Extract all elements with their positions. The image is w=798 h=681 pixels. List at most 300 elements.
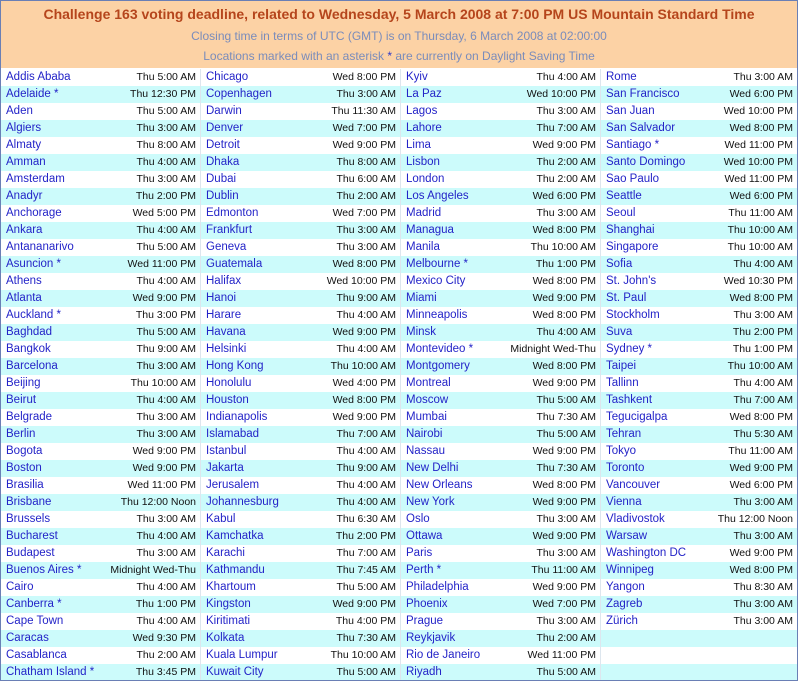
local-time: Thu 4:00 AM (336, 309, 396, 321)
city-link[interactable]: Perth * (406, 564, 442, 576)
local-time: Thu 3:00 AM (136, 411, 196, 423)
local-time: Wed 10:00 PM (723, 105, 793, 117)
city-row (401, 205, 600, 222)
city-row (1, 205, 200, 222)
local-time: Thu 5:00 AM (336, 581, 396, 593)
city-column (401, 69, 600, 681)
city-link[interactable]: Algiers (6, 122, 42, 134)
city-link[interactable]: Vienna (606, 496, 642, 508)
city-link[interactable]: Paris (406, 547, 433, 559)
local-time: Thu 4:00 PM (335, 615, 396, 627)
local-time: Wed 9:00 PM (132, 445, 196, 457)
local-time: Thu 7:30 AM (336, 632, 396, 644)
local-time: Thu 9:00 AM (136, 343, 196, 355)
city-link[interactable]: Moscow (406, 394, 449, 406)
city-link[interactable]: Santo Domingo (606, 156, 686, 168)
city-link[interactable]: Washington DC (606, 547, 687, 559)
city-link[interactable]: Miami (406, 292, 437, 304)
city-link[interactable]: Detroit (206, 139, 240, 151)
city-row (201, 154, 400, 171)
local-time: Thu 4:00 AM (136, 615, 196, 627)
local-time: Thu 7:00 AM (336, 428, 396, 440)
city-link[interactable]: Baghdad (6, 326, 53, 338)
city-link[interactable]: Brussels (6, 513, 51, 525)
local-time: Thu 3:00 AM (336, 241, 396, 253)
city-link[interactable]: Mexico City (406, 275, 466, 287)
city-row (601, 392, 797, 409)
local-time: Wed 10:00 PM (326, 275, 396, 287)
city-row (1, 375, 200, 392)
city-link[interactable]: Havana (206, 326, 246, 338)
city-link[interactable]: Anchorage (6, 207, 62, 219)
city-link[interactable]: Denver (206, 122, 244, 134)
city-link[interactable]: Stockholm (606, 309, 660, 321)
city-link[interactable]: St. John's (606, 275, 657, 287)
local-time: Thu 4:00 AM (136, 394, 196, 406)
city-row (401, 528, 600, 545)
city-link[interactable]: Karachi (206, 547, 245, 559)
city-link[interactable]: Almaty (6, 139, 42, 151)
city-link[interactable]: Brisbane (6, 496, 52, 508)
local-time: Wed 8:00 PM (332, 71, 396, 83)
city-row (201, 494, 400, 511)
city-link[interactable]: Cape Town (6, 615, 64, 627)
local-time: Thu 3:00 AM (733, 309, 793, 321)
city-link[interactable]: Beirut (6, 394, 37, 406)
city-link[interactable]: Hanoi (206, 292, 237, 304)
city-link[interactable]: Minsk (406, 326, 437, 338)
city-link[interactable]: Sao Paulo (606, 173, 660, 185)
city-link[interactable]: Boston (6, 462, 42, 474)
city-link[interactable]: Brasilia (6, 479, 44, 491)
local-time: Wed 9:00 PM (332, 139, 396, 151)
local-time: Thu 3:00 AM (136, 547, 196, 559)
local-time: Wed 9:00 PM (532, 377, 596, 389)
city-row (1, 188, 200, 205)
city-row (1, 290, 200, 307)
city-link[interactable]: Shanghai (606, 224, 655, 236)
city-link[interactable]: Manila (406, 241, 440, 253)
local-time: Thu 4:00 AM (336, 445, 396, 457)
local-time: Wed 11:00 PM (724, 139, 793, 151)
local-time: Wed 9:00 PM (332, 598, 396, 610)
local-time: Thu 12:00 Noon (717, 513, 793, 525)
city-link[interactable]: Houston (206, 394, 249, 406)
local-time: Wed 9:00 PM (729, 462, 793, 474)
city-row (1, 460, 200, 477)
city-row (401, 273, 600, 290)
city-link[interactable]: Kingston (206, 598, 251, 610)
city-link[interactable]: Montevideo * (406, 343, 474, 355)
local-time: Thu 3:00 AM (536, 105, 596, 117)
local-time: Wed 10:30 PM (723, 275, 793, 287)
city-row (401, 426, 600, 443)
local-time: Thu 8:00 AM (136, 139, 196, 151)
city-row (401, 392, 600, 409)
city-link[interactable]: London (406, 173, 445, 185)
local-time: Wed 8:00 PM (332, 394, 396, 406)
local-time: Wed 8:00 PM (729, 122, 793, 134)
column-divider (200, 69, 201, 680)
city-link[interactable]: Asuncion * (6, 258, 61, 270)
city-link[interactable]: Frankfurt (206, 224, 253, 236)
city-link[interactable]: Vancouver (606, 479, 661, 491)
city-row (201, 307, 400, 324)
city-link[interactable]: Lima (406, 139, 431, 151)
city-row (1, 409, 200, 426)
city-link[interactable]: Rome (606, 71, 637, 83)
city-row (1, 341, 200, 358)
city-link[interactable]: New Orleans (406, 479, 473, 491)
city-link[interactable]: Canberra * (6, 598, 62, 610)
local-time: Wed 8:00 PM (729, 411, 793, 423)
city-link[interactable]: Minneapolis (406, 309, 468, 321)
city-link[interactable]: Dhaka (206, 156, 240, 168)
city-row (1, 630, 200, 647)
city-link[interactable]: Adelaide * (6, 88, 59, 100)
local-time: Thu 5:00 AM (536, 428, 596, 440)
city-link[interactable]: Zürich (606, 615, 638, 627)
city-row (1, 239, 200, 256)
asterisk-marker: * (387, 49, 392, 63)
city-link[interactable]: Amsterdam (6, 173, 65, 185)
city-link[interactable]: Bogota (6, 445, 43, 457)
city-row (1, 392, 200, 409)
local-time: Thu 8:00 AM (336, 156, 396, 168)
city-row (201, 256, 400, 273)
city-link[interactable]: Warsaw (606, 530, 648, 542)
city-link[interactable]: Nassau (406, 445, 445, 457)
city-link[interactable]: Sydney * (606, 343, 653, 355)
city-link[interactable]: Prague (406, 615, 444, 627)
city-link[interactable]: Phoenix (406, 598, 448, 610)
local-time: Thu 9:00 AM (336, 292, 396, 304)
city-row (201, 579, 400, 596)
city-row (201, 205, 400, 222)
city-link[interactable]: San Salvador (606, 122, 676, 134)
city-link[interactable]: Indianapolis (206, 411, 268, 423)
local-time: Thu 3:00 AM (136, 173, 196, 185)
city-link[interactable]: Antananarivo (6, 241, 74, 253)
city-link[interactable]: Los Angeles (406, 190, 469, 202)
city-row (601, 256, 797, 273)
local-time: Thu 11:00 AM (531, 564, 596, 576)
city-row (601, 528, 797, 545)
city-row (401, 103, 600, 120)
city-link[interactable]: St. Paul (606, 292, 647, 304)
local-time: Thu 3:00 AM (136, 122, 196, 134)
city-row (1, 494, 200, 511)
city-row (201, 358, 400, 375)
local-time: Thu 2:00 PM (732, 326, 793, 338)
local-time: Wed 11:00 PM (527, 649, 596, 661)
city-row (601, 477, 797, 494)
city-column (1, 69, 200, 681)
local-time: Thu 5:00 AM (136, 241, 196, 253)
local-time: Thu 8:30 AM (733, 581, 793, 593)
city-row (1, 443, 200, 460)
city-row (201, 613, 400, 630)
local-time: Thu 3:00 AM (136, 360, 196, 372)
city-link[interactable]: Lisbon (406, 156, 440, 168)
city-link[interactable]: Addis Ababa (6, 71, 71, 83)
city-link[interactable]: Tallinn (606, 377, 639, 389)
city-row (1, 426, 200, 443)
local-time: Wed 9:00 PM (132, 292, 196, 304)
city-row (1, 511, 200, 528)
city-link[interactable]: Madrid (406, 207, 442, 219)
city-link[interactable]: Darwin (206, 105, 242, 117)
city-link[interactable]: Athens (6, 275, 42, 287)
city-row (401, 324, 600, 341)
city-row (201, 511, 400, 528)
city-link[interactable]: Khartoum (206, 581, 256, 593)
local-time: Midnight Wed-Thu (510, 343, 596, 355)
city-row (601, 137, 797, 154)
city-row (401, 613, 600, 630)
city-link[interactable]: Istanbul (206, 445, 247, 457)
city-row (601, 273, 797, 290)
city-link[interactable]: Sofia (606, 258, 633, 270)
city-row (1, 137, 200, 154)
city-link[interactable]: Kiritimati (206, 615, 251, 627)
local-time: Wed 6:00 PM (729, 88, 793, 100)
city-row (1, 545, 200, 562)
utc-closing-time: Closing time in terms of UTC (GMT) is on Thursday, 6 March 2008 at 02:00:00 (191, 29, 607, 43)
city-link[interactable]: Anadyr (6, 190, 43, 202)
city-link[interactable]: Kuwait City (206, 666, 264, 678)
city-link[interactable]: Dublin (206, 190, 239, 202)
city-link[interactable]: Jerusalem (206, 479, 260, 491)
city-row (601, 222, 797, 239)
city-link[interactable]: Jakarta (206, 462, 244, 474)
city-row (401, 511, 600, 528)
city-link[interactable]: Kabul (206, 513, 236, 525)
city-link[interactable]: Buenos Aires * (6, 564, 82, 576)
local-time: Wed 8:00 PM (532, 479, 596, 491)
city-row (201, 120, 400, 137)
local-time: Wed 10:00 PM (723, 156, 793, 168)
city-row (601, 171, 797, 188)
local-time: Thu 2:00 AM (536, 632, 596, 644)
city-link[interactable]: Ankara (6, 224, 43, 236)
city-row (401, 647, 600, 664)
city-row (401, 239, 600, 256)
city-row (1, 103, 200, 120)
city-link[interactable]: Melbourne * (406, 258, 469, 270)
city-row (401, 120, 600, 137)
city-time-grid (1, 69, 797, 680)
city-link[interactable]: Suva (606, 326, 633, 338)
city-row (601, 375, 797, 392)
local-time: Thu 10:00 AM (330, 360, 396, 372)
city-link[interactable]: San Juan (606, 105, 655, 117)
city-link[interactable]: Toronto (606, 462, 645, 474)
city-link[interactable]: Beijing (6, 377, 41, 389)
city-link[interactable]: Ottawa (406, 530, 443, 542)
city-link[interactable]: New York (406, 496, 455, 508)
city-row (1, 579, 200, 596)
city-row (601, 69, 797, 86)
local-time: Thu 4:00 AM (733, 258, 793, 270)
city-link[interactable]: Lagos (406, 105, 438, 117)
city-link[interactable]: Copenhagen (206, 88, 272, 100)
local-time: Wed 10:00 PM (526, 88, 596, 100)
city-link[interactable]: Tashkent (606, 394, 653, 406)
city-link[interactable]: Lahore (406, 122, 442, 134)
city-link[interactable]: Islamabad (206, 428, 260, 440)
local-time: Wed 8:00 PM (332, 258, 396, 270)
local-time: Thu 12:00 Noon (120, 496, 196, 508)
city-link[interactable]: Dubai (206, 173, 237, 185)
city-link[interactable]: La Paz (406, 88, 442, 100)
city-row (201, 86, 400, 103)
city-link[interactable]: Halifax (206, 275, 242, 287)
city-link[interactable]: Santiago * (606, 139, 660, 151)
city-link[interactable]: Tokyo (606, 445, 637, 457)
city-link[interactable]: Mumbai (406, 411, 447, 423)
local-time: Thu 7:30 AM (536, 462, 596, 474)
city-row (401, 256, 600, 273)
city-link[interactable]: Aden (6, 105, 33, 117)
local-time: Wed 6:00 PM (532, 190, 596, 202)
city-row (201, 324, 400, 341)
city-row (401, 188, 600, 205)
local-time: Thu 7:00 AM (536, 122, 596, 134)
city-row (201, 69, 400, 86)
city-link[interactable]: Kolkata (206, 632, 245, 644)
local-time: Thu 2:00 PM (335, 530, 396, 542)
city-link[interactable]: Tegucigalpa (606, 411, 668, 423)
local-time: Thu 4:00 AM (136, 224, 196, 236)
city-link[interactable]: Chatham Island * (6, 666, 95, 678)
city-link[interactable]: Philadelphia (406, 581, 469, 593)
city-link[interactable]: Kamchatka (206, 530, 264, 542)
city-link[interactable]: Auckland * (6, 309, 61, 321)
city-row (1, 324, 200, 341)
city-link[interactable]: Honolulu (206, 377, 252, 389)
local-time: Thu 6:00 AM (336, 173, 396, 185)
city-link[interactable]: Caracas (6, 632, 49, 644)
city-link[interactable]: Cairo (6, 581, 34, 593)
city-link[interactable]: Hong Kong (206, 360, 264, 372)
city-row (401, 409, 600, 426)
city-link[interactable]: Taipei (606, 360, 637, 372)
city-link[interactable]: Atlanta (6, 292, 42, 304)
city-link[interactable]: Berlin (6, 428, 36, 440)
city-link[interactable]: New Delhi (406, 462, 459, 474)
city-link[interactable]: Helsinki (206, 343, 247, 355)
city-link[interactable]: Edmonton (206, 207, 259, 219)
city-row (1, 69, 200, 86)
local-time: Thu 10:00 AM (727, 224, 793, 236)
city-link[interactable]: Amman (6, 156, 46, 168)
city-link[interactable]: Rio de Janeiro (406, 649, 481, 661)
city-row (201, 443, 400, 460)
city-link[interactable]: Kuala Lumpur (206, 649, 278, 661)
local-time: Thu 5:00 AM (136, 326, 196, 338)
local-time: Thu 4:00 AM (733, 377, 793, 389)
city-row (201, 290, 400, 307)
city-link[interactable]: San Francisco (606, 88, 680, 100)
local-time: Wed 7:00 PM (332, 122, 396, 134)
local-time: Thu 2:00 PM (135, 190, 196, 202)
city-row (601, 358, 797, 375)
city-link[interactable]: Harare (206, 309, 242, 321)
city-link[interactable]: Singapore (606, 241, 659, 253)
city-link[interactable]: Seattle (606, 190, 642, 202)
city-link[interactable]: Montgomery (406, 360, 470, 372)
city-row (201, 426, 400, 443)
city-row (1, 596, 200, 613)
city-row (1, 664, 200, 681)
city-row (601, 103, 797, 120)
city-link[interactable]: Vladivostok (606, 513, 665, 525)
local-time: Wed 9:00 PM (532, 139, 596, 151)
local-time: Thu 3:00 AM (733, 71, 793, 83)
local-time: Wed 11:00 PM (127, 479, 196, 491)
city-link[interactable]: Yangon (606, 581, 645, 593)
header-banner (1, 1, 797, 68)
city-link[interactable]: Bangkok (6, 343, 51, 355)
city-link[interactable]: Budapest (6, 547, 55, 559)
city-row (401, 154, 600, 171)
local-time: Thu 4:00 AM (136, 156, 196, 168)
local-time: Wed 9:00 PM (532, 292, 596, 304)
local-time: Thu 1:00 PM (135, 598, 196, 610)
city-row (401, 341, 600, 358)
local-time: Thu 3:00 AM (733, 615, 793, 627)
city-link[interactable]: Seoul (606, 207, 636, 219)
city-row (1, 154, 200, 171)
city-link[interactable]: Winnipeg (606, 564, 654, 576)
city-link[interactable]: Tehran (606, 428, 642, 440)
city-link[interactable]: Johannesburg (206, 496, 279, 508)
city-link[interactable]: Montreal (406, 377, 451, 389)
city-row (601, 647, 797, 664)
local-time: Wed 9:00 PM (532, 530, 596, 542)
city-link[interactable]: Riyadh (406, 666, 442, 678)
column-divider (600, 69, 601, 680)
city-link[interactable]: Bucharest (6, 530, 58, 542)
local-time: Thu 3:00 AM (136, 428, 196, 440)
city-link[interactable]: Reykjavik (406, 632, 456, 644)
local-time: Thu 3:00 AM (536, 207, 596, 219)
city-row (201, 375, 400, 392)
city-row (601, 188, 797, 205)
city-link[interactable]: Guatemala (206, 258, 263, 270)
column-divider (400, 69, 401, 680)
city-link[interactable]: Barcelona (6, 360, 58, 372)
city-link[interactable]: Zagreb (606, 598, 643, 610)
city-row (201, 647, 400, 664)
city-link[interactable]: Nairobi (406, 428, 443, 440)
city-link[interactable]: Chicago (206, 71, 249, 83)
city-row (601, 579, 797, 596)
city-link[interactable]: Casablanca (6, 649, 67, 661)
city-link[interactable]: Belgrade (6, 411, 53, 423)
city-link[interactable]: Oslo (406, 513, 430, 525)
local-time: Wed 9:00 PM (332, 326, 396, 338)
city-link[interactable]: Kathmandu (206, 564, 265, 576)
city-row (401, 375, 600, 392)
city-link[interactable]: Geneva (206, 241, 247, 253)
city-row (401, 290, 600, 307)
city-link[interactable]: Managua (406, 224, 454, 236)
city-row (1, 477, 200, 494)
local-time: Thu 4:00 AM (536, 326, 596, 338)
city-link[interactable]: Kyiv (406, 71, 428, 83)
